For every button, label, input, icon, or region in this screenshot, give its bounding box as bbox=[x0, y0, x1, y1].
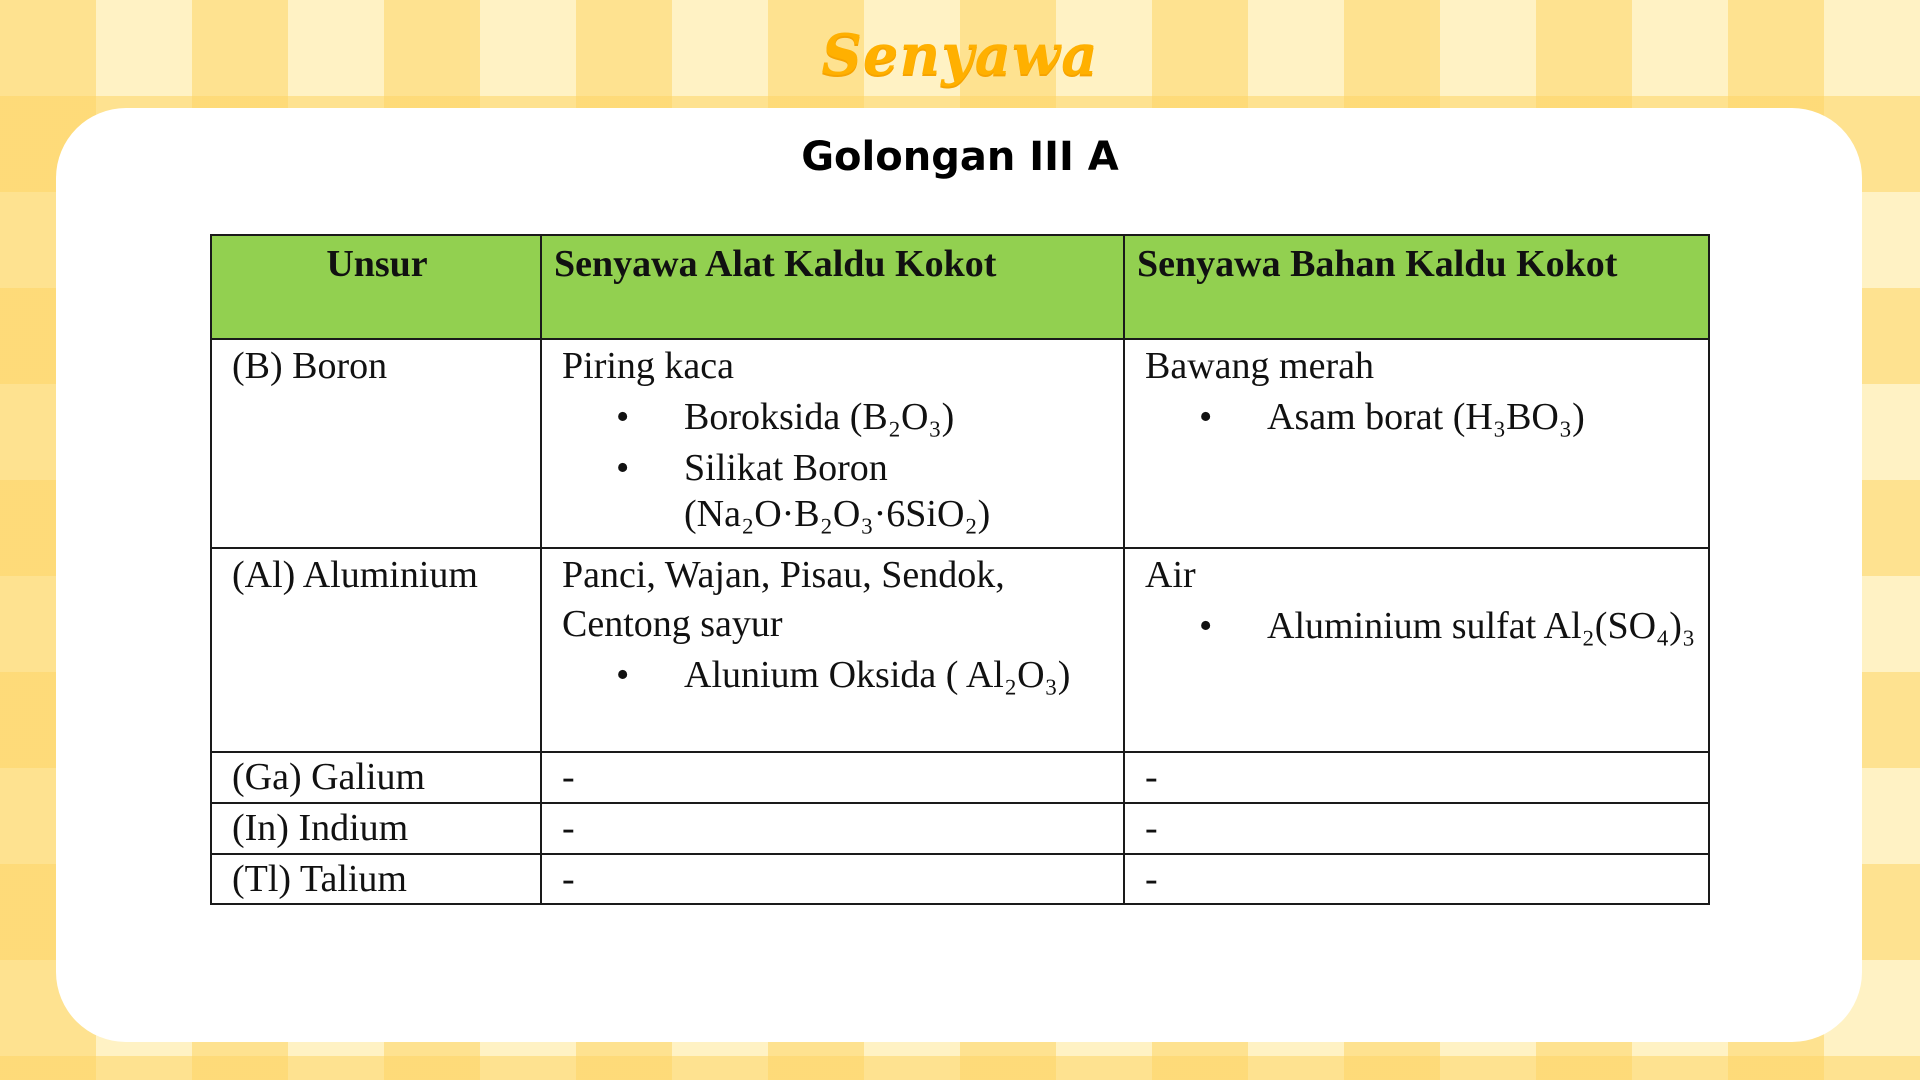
list-item: • Aluminium sulfat Al₂(SO₄)₃ bbox=[1267, 604, 1698, 650]
list-item: • Boroksida (B₂O₃) bbox=[684, 395, 1113, 441]
element-cell: (Al) Aluminium bbox=[211, 548, 541, 752]
page-subtitle: Golongan III A bbox=[801, 134, 1119, 180]
tool-text: Piring kaca bbox=[562, 345, 735, 387]
tool-cell bbox=[541, 339, 1124, 548]
brand-title: Senyawa bbox=[821, 22, 1099, 88]
table-row bbox=[211, 854, 1709, 905]
header-alat: Senyawa Alat Kaldu Kokot bbox=[541, 235, 1124, 339]
tool-cell bbox=[541, 548, 1124, 752]
list-item: • Alunium Oksida ( Al₂O₃) bbox=[684, 653, 1113, 699]
table-header-row bbox=[211, 235, 1709, 339]
list-item: • Asam borat (H₃BO₃) bbox=[1267, 395, 1698, 441]
table-row bbox=[211, 752, 1709, 803]
material-cell: - bbox=[1124, 854, 1709, 905]
table-row bbox=[211, 548, 1709, 752]
element-cell: (B) Boron bbox=[211, 339, 541, 548]
table-row bbox=[211, 339, 1709, 548]
material-cell: - bbox=[1124, 752, 1709, 803]
material-cell: - bbox=[1124, 803, 1709, 854]
compound-table-wrapper bbox=[210, 234, 1708, 905]
material-cell bbox=[1124, 339, 1709, 548]
header-bahan: Senyawa Bahan Kaldu Kokot bbox=[1124, 235, 1709, 339]
tool-cell: - bbox=[541, 752, 1124, 803]
tool-list bbox=[562, 653, 1113, 699]
element-cell: (Tl) Talium bbox=[211, 854, 541, 905]
compound-table bbox=[210, 234, 1710, 905]
material-cell bbox=[1124, 548, 1709, 752]
element-cell: (In) Indium bbox=[211, 803, 541, 854]
list-item: • Silikat Boron (Na₂O·B₂O₃·6SiO₂) bbox=[684, 446, 1113, 537]
tool-cell: - bbox=[541, 803, 1124, 854]
material-list bbox=[1145, 604, 1698, 650]
material-text: Air bbox=[1145, 554, 1196, 597]
material-text: Bawang merah bbox=[1145, 345, 1374, 387]
tool-list bbox=[562, 395, 1113, 538]
tool-text: Panci, Wajan, Pisau, Sendok, Centong sayur bbox=[562, 554, 1005, 646]
header-unsur: Unsur bbox=[211, 235, 541, 339]
tool-cell: - bbox=[541, 854, 1124, 905]
element-cell: (Ga) Galium bbox=[211, 752, 541, 803]
material-list bbox=[1145, 395, 1698, 441]
table-row bbox=[211, 803, 1709, 854]
